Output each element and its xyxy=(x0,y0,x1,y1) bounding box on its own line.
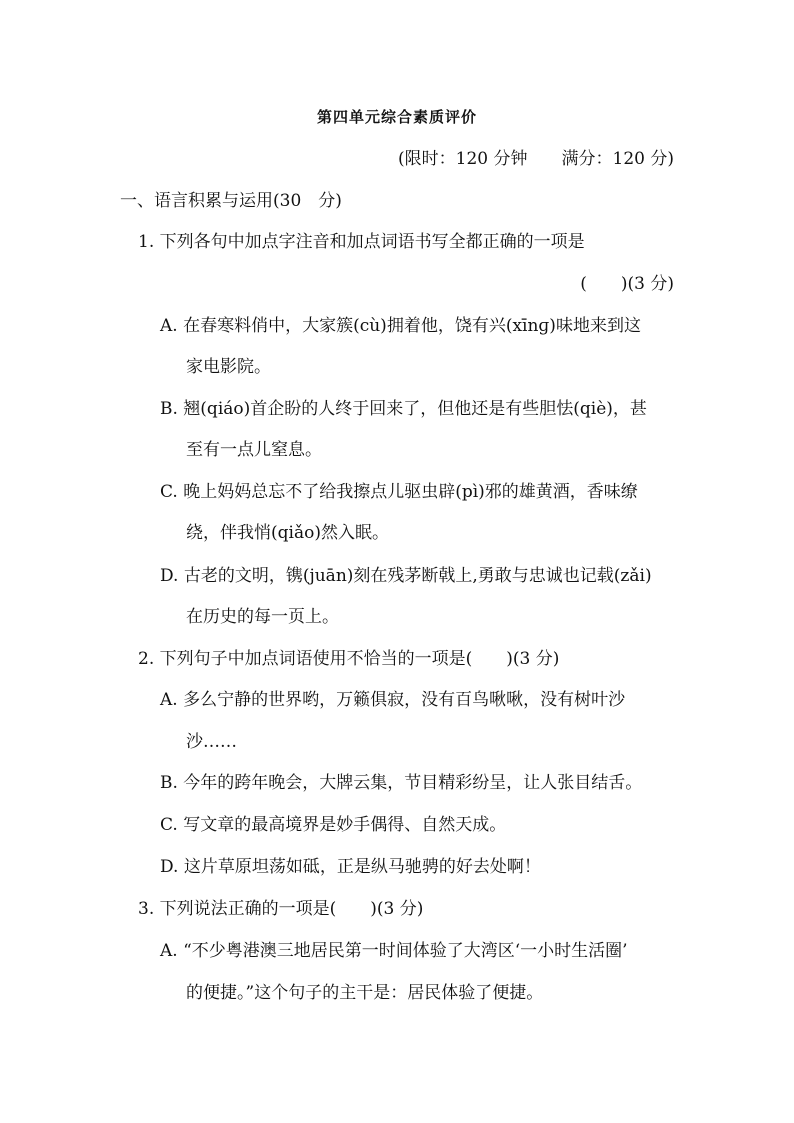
question-1-option-c: C. 晚上妈妈总忘不了给我擦点儿驱虫辟(pì)邪的雄黄酒，香味缭 xyxy=(160,482,638,502)
question-3-stem: 3. 下列说法正确的一项是( )(3 分) xyxy=(138,899,424,919)
question-1-option-b: B. 翘(qiáo)首企盼的人终于回来了，但他还是有些胆怯(qiè)，甚 xyxy=(160,399,647,419)
question-1-answer-slot: ( )(3 分) xyxy=(580,274,674,294)
question-2-option-c: C. 写文章的最高境界是妙手偶得、自然天成。 xyxy=(160,815,507,835)
question-3-option-a-cont: 的便捷。”这个句子的主干是：居民体验了便捷。 xyxy=(186,983,544,1003)
time-score-limits: (限时：120 分钟 满分：120 分) xyxy=(398,149,674,169)
question-1-option-c-cont: 绕，伴我悄(qiǎo)然入眠。 xyxy=(186,523,389,543)
question-1-option-d-cont: 在历史的每一页上。 xyxy=(186,607,339,627)
question-1-option-b-cont: 至有一点儿窒息。 xyxy=(186,440,322,460)
question-2-option-b: B. 今年的跨年晚会，大牌云集，节目精彩纷呈，让人张目结舌。 xyxy=(160,773,643,793)
page-title: 第四单元综合素质评价 xyxy=(316,108,477,126)
question-1-option-a: A. 在春寒料俏中，大家簇(cù)拥着他，饶有兴(xīnɡ)味地来到这 xyxy=(160,316,641,336)
question-2-option-a-cont: 沙…… xyxy=(186,732,237,752)
question-3-option-a: A. “不少粤港澳三地居民第一时间体验了大湾区‘一小时生活圈’ xyxy=(160,941,628,961)
question-2-option-a: A. 多么宁静的世界哟，万籁俱寂，没有百鸟啾啾，没有树叶沙 xyxy=(160,690,626,710)
question-1-stem: 1. 下列各句中加点字注音和加点词语书写全都正确的一项是 xyxy=(138,232,585,252)
question-1-option-a-cont: 家电影院。 xyxy=(186,357,271,377)
question-2-stem: 2. 下列句子中加点词语使用不恰当的一项是( )(3 分) xyxy=(138,649,560,669)
question-1-option-d: D. 古老的文明，镌(juān)刻在残茅断戟上,勇敢与忠诚也记载(zǎi) xyxy=(160,566,652,586)
question-2-option-d: D. 这片草原坦荡如砥，正是纵马驰骋的好去处啊！ xyxy=(160,857,541,877)
section-heading: 一、语言积累与运用(30 分) xyxy=(120,191,342,211)
